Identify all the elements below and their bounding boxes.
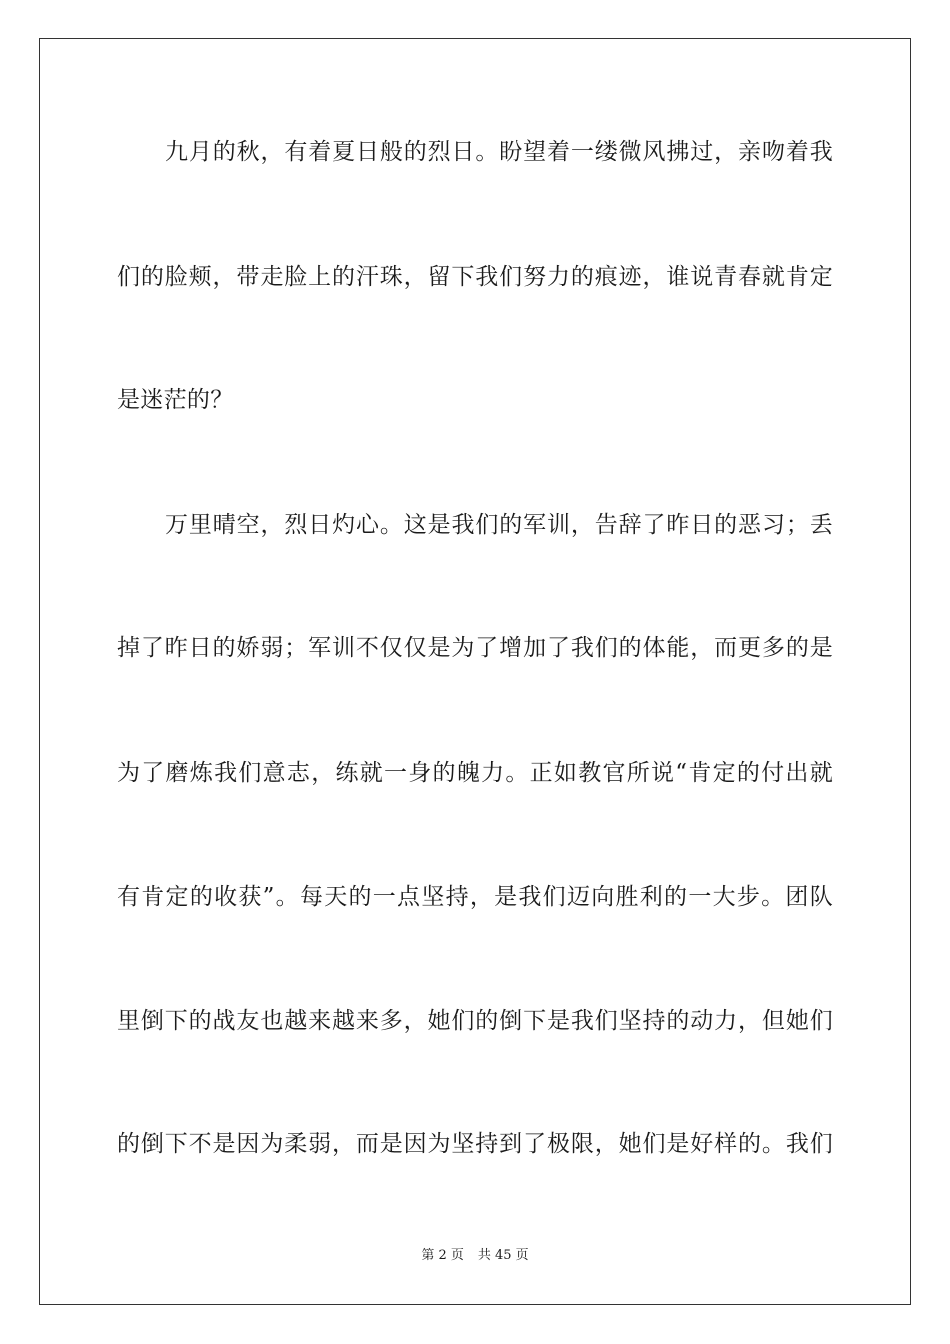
text-line-4: 万里晴空，烈日灼心。这是我们的军训，告辞了昨日的恶习；丢 bbox=[165, 512, 833, 538]
text-line-3: 是迷茫的？ bbox=[117, 387, 234, 413]
text-line-7: 有肯定的收获”。每天的一点坚持，是我们迈向胜利的一大步。团队 bbox=[117, 884, 833, 910]
page-number: 第 2 页 bbox=[421, 1248, 464, 1263]
text-line-2: 们的脸颊，带走脸上的汗珠，留下我们努力的痕迹，谁说青春就肯定 bbox=[117, 264, 833, 290]
text-line-1: 九月的秋，有着夏日般的烈日。盼望着一缕微风拂过，亲吻着我 bbox=[165, 139, 833, 165]
page-total: 共 45 页 bbox=[477, 1248, 529, 1263]
text-line-5: 掉了昨日的娇弱；军训不仅仅是为了增加了我们的体能，而更多的是 bbox=[117, 635, 833, 661]
text-line-9: 的倒下不是因为柔弱，而是因为坚持到了极限，她们是好样的。我们 bbox=[117, 1131, 833, 1157]
page-footer bbox=[0, 1247, 950, 1265]
text-line-8: 里倒下的战友也越来越来多，她们的倒下是我们坚持的动力，但她们 bbox=[117, 1008, 833, 1034]
page-border bbox=[39, 38, 911, 1305]
text-line-6: 为了磨炼我们意志，练就一身的魄力。正如教官所说“肯定的付出就 bbox=[117, 760, 833, 786]
